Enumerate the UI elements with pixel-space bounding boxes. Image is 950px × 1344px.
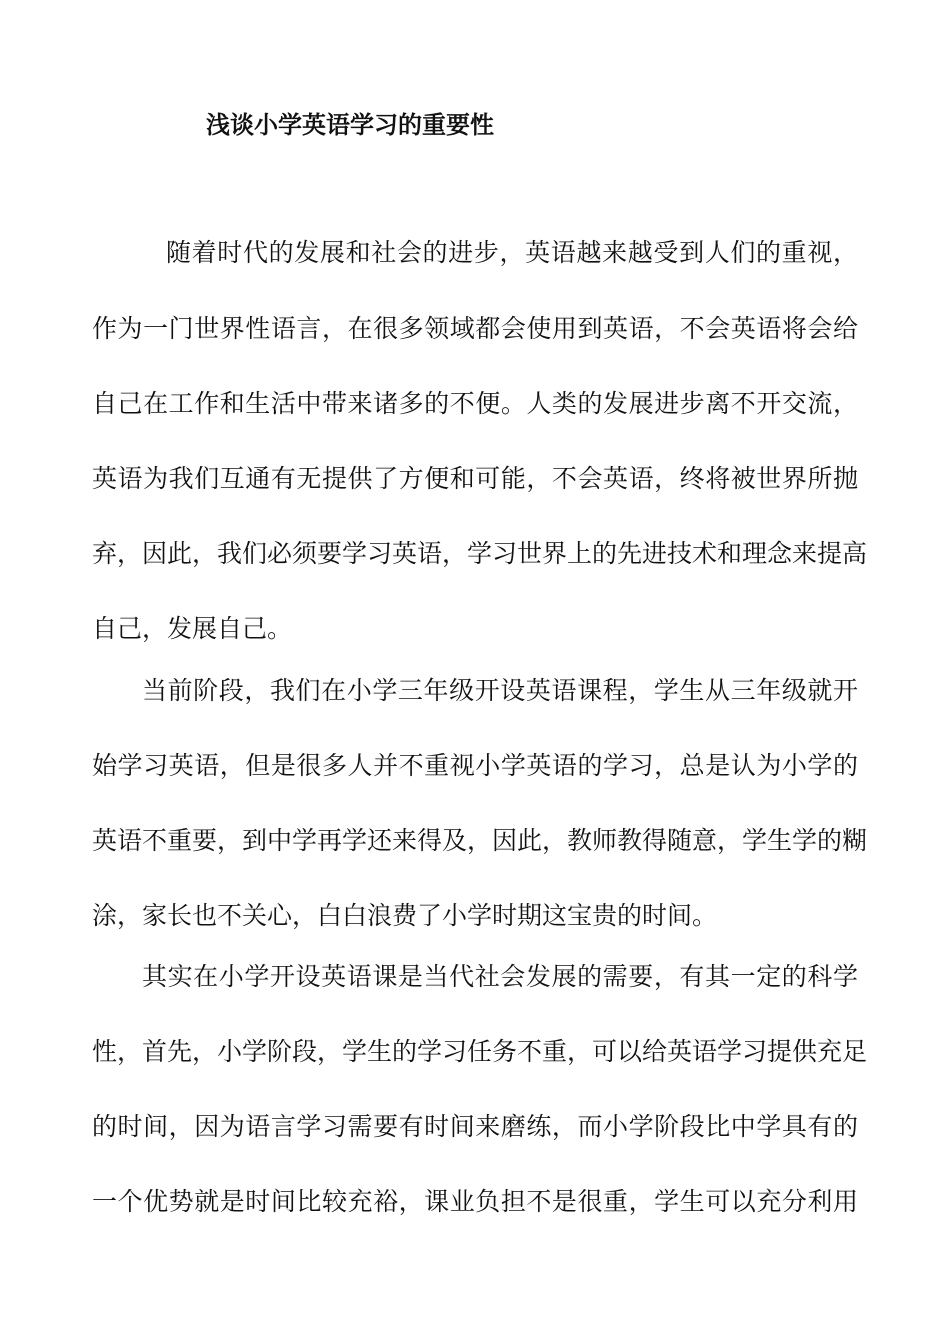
paragraph-1-line-2: 作为一门世界性语言，在很多领域都会使用到英语，不会英语将会给 [92, 314, 858, 343]
paragraph-1-line-5: 弃，因此，我们必须要学习英语，学习世界上的先进技术和理念来提高 [92, 539, 868, 568]
paragraph-1-line-3: 自己在工作和生活中带来诸多的不便。人类的发展进步离不开交流， [92, 389, 858, 418]
paragraph-3-line-4: 一个优势就是时间比较充裕，课业负担不是很重，学生可以充分利用 [92, 1187, 858, 1216]
document-title: 浅谈小学英语学习的重要性 [206, 110, 494, 139]
paragraph-2-line-2: 始学习英语，但是很多人并不重视小学英语的学习，总是认为小学的 [92, 751, 858, 780]
paragraph-2-line-3: 英语不重要，到中学再学还来得及，因此，教师教得随意，学生学的糊 [92, 826, 868, 855]
paragraph-2-line-4: 涂，家长也不关心，白白浪费了小学时期这宝贵的时间。 [92, 901, 718, 930]
paragraph-1-line-1: 随着时代的发展和社会的进步，英语越来越受到人们的重视， [166, 238, 858, 267]
paragraph-3-line-2: 性，首先，小学阶段，学生的学习任务不重，可以给英语学习提供充足 [92, 1037, 868, 1066]
paragraph-3-line-1: 其实在小学开设英语课是当代社会发展的需要，有其一定的科学 [142, 962, 858, 991]
paragraph-3-line-3: 的时间，因为语言学习需要有时间来磨练，而小学阶段比中学具有的 [92, 1112, 858, 1141]
paragraph-1-line-6: 自己，发展自己。 [92, 614, 293, 643]
paragraph-1-line-4: 英语为我们互通有无提供了方便和可能，不会英语，终将被世界所抛 [92, 464, 858, 493]
paragraph-2-line-1: 当前阶段，我们在小学三年级开设英语课程，学生从三年级就开 [142, 676, 858, 705]
